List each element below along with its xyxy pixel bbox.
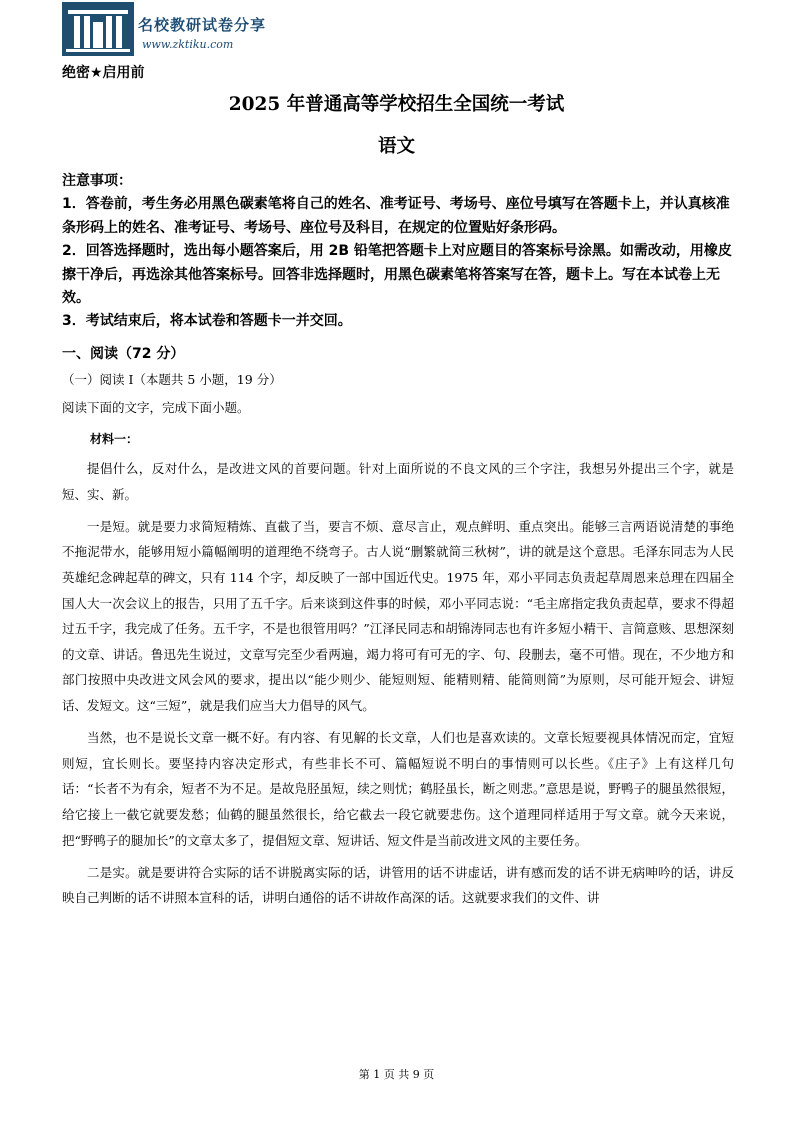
- notes-item-2: 2．回答选择题时，选出每小题答案后，用 2B 铅笔把答题卡上对应题目的答案标号涂黑。如需改动，用橡皮擦干净后，再选涂其他答案标号。回答非选择题时，用黑色碳素笔将答案写在答，题卡上。写在本试卷上无效。: [62, 243, 732, 307]
- logo-url: www.zktiku.com: [142, 38, 234, 51]
- secret-label: 绝密★启用前: [62, 65, 145, 81]
- paragraph-1: 提倡什么，反对什么，是改进文风的首要问题。针对上面所说的不良文风的三个字注，我想另外提出三个字，就是短、实、新。: [62, 461, 734, 502]
- notes-item-1: 1．答卷前，考生务必用黑色碳素笔将自己的姓名、准考证号、考场号、座位号填写在答题卡上，并认真核准条形码上的姓名、准考证号、考场号、座位号及科目，在规定的位置贴好条形码。: [62, 196, 730, 236]
- logo-building-icon: [62, 2, 134, 56]
- notes-heading: 注意事项：: [62, 173, 132, 189]
- subsection-heading: （一）阅读 I（本题共 5 小题，19 分）: [62, 372, 282, 387]
- logo: [62, 2, 272, 58]
- page-number: 第 1 页 共 9 页: [358, 1068, 435, 1081]
- logo-name: 名校教研试卷分享: [138, 16, 267, 34]
- reading-passage: [62, 456, 734, 917]
- notes-item-3: 3．考试结束后，将本试卷和答题卡一并交回。: [62, 313, 352, 330]
- exam-title: 2025 年普通高等学校招生全国统一考试: [228, 94, 565, 115]
- exam-subject: 语文: [377, 136, 415, 157]
- instruction-text: 阅读下面的文字，完成下面小题。: [62, 400, 250, 415]
- paragraph-4: 二是实。就是要讲符合实际的话不讲脱离实际的话，讲管用的话不讲虚话，讲有感而发的话不讲无病呻吟的话，讲反映自己判断的话不讲照本宣科的话，讲明白通俗的话不讲故作高深的话。这就要求我们的文件、讲: [62, 864, 734, 906]
- material-label: 材料一：: [90, 432, 139, 446]
- paragraph-3: 当然，也不是说长文章一概不好。有内容、有见解的长文章，人们也是喜欢读的。文章长短要视具体情况而定，宜短则短，宜长则长。要坚持内容决定形式，有些非长不可、篇幅短说不明白的事情则可以长些。《庄子》上有这样几句话：“长者不为有余，短者不为不足。是故凫胫虽短，续之则忧；鹤胫虽长，断之则悲。”意思是说，野鸭子的腿虽然很短，给它接上一截它就要发愁；仙鹤的腿虽然很长，给它截去一段它就要悲伤。这个道理同样适用于写文章。就今天来说，把“野鸭子的腿加长”的文章太多了，提倡短文章、短讲话、短文件是当前改进文风的主要任务。: [62, 730, 734, 848]
- paragraph-2: 一是短。就是要力求简短精炼、直截了当，要言不烦、意尽言止，观点鲜明、重点突出。能够三言两语说清楚的事绝不拖泥带水，能够用短小篇幅阐明的道理绝不绕弯子。古人说“删繁就简三秋树”，讲的就是这个意思。毛泽东同志为人民英雄纪念碑起草的碑文，只有 114 个字，却反映了一部中国近代史。1975 年，邓小平同志负责起草周恩来总理在四届全国人大一次会议上的报告，只用了五千字。后来谈到这件事的时候，邓小平同志说：“毛主席指定我负责起草，要求不得超过五千字，我完成了任务。五千字，不是也很管用吗？”江泽民同志和胡锦涛同志也有许多短小精干、言简意赅、思想深刻的文章、讲话。鲁迅先生说过，文章写完至少看两遍，竭力将可有可无的字、句、段删去，毫不可惜。现在，不少地方和部门按照中央改进文风会风的要求，提出以“能少则少、能短则短、能精则精、能简则简”为原则，尽可能开短会、讲短话、发短文。这“三短”，就是我们应当大力倡导的风气。: [62, 518, 734, 713]
- notes-section: [62, 170, 742, 334]
- section-heading: 一、阅读（72 分）: [62, 346, 185, 362]
